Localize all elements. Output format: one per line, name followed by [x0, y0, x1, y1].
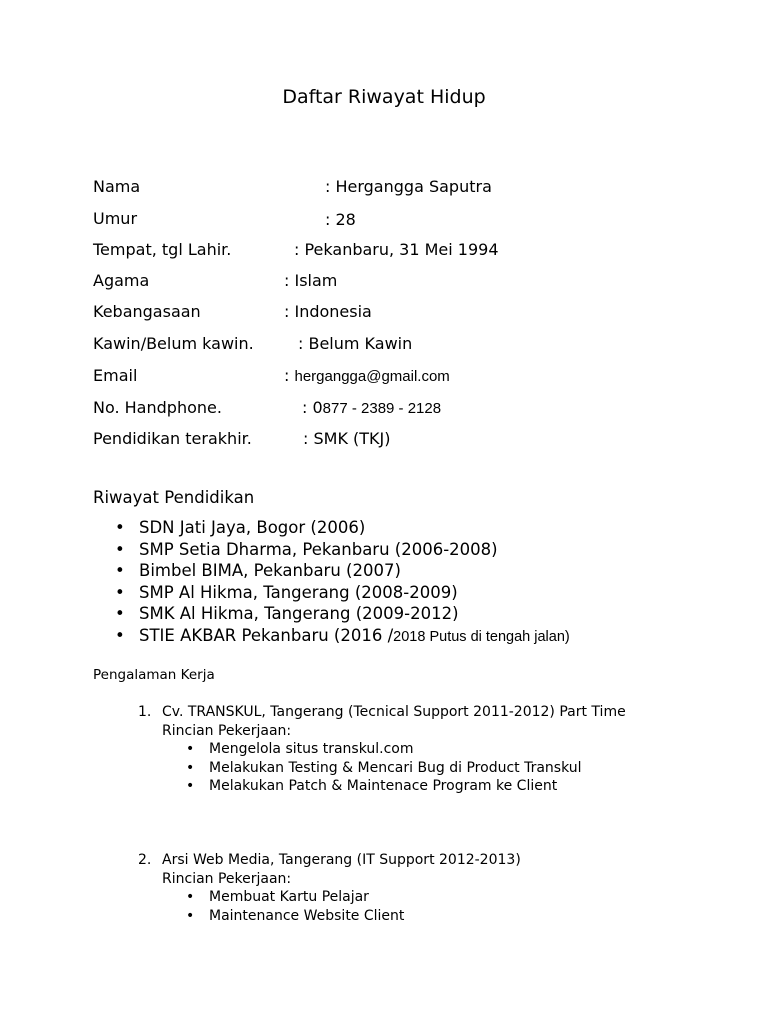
- education-item: [93, 625, 570, 649]
- education-item-suffix: 2018 Putus di tengah jalan): [393, 628, 570, 645]
- label-pendidikan-terakhir: Pendidikan terakhir.: [93, 429, 252, 448]
- value-pendidikan-terakhir: : SMK (TKJ): [303, 429, 391, 448]
- job-task: • Maintenance Website Client: [162, 907, 652, 926]
- value-nama: : Hergangga Saputra: [325, 177, 492, 196]
- value-tempat-tgl-lahir: : Pekanbaru, 31 Mei 1994: [294, 240, 499, 259]
- job-task-list: [162, 740, 652, 796]
- label-nama: Nama: [93, 177, 141, 196]
- label-tempat-tgl-lahir: Tempat, tgl Lahir.: [93, 240, 232, 259]
- label-status-kawin: Kawin/Belum kawin.: [93, 334, 254, 353]
- education-item: • SMP Setia Dharma, Pekanbaru (2006-2008): [93, 539, 570, 561]
- job-detail-label: Rincian Pekerjaan:: [162, 870, 292, 887]
- education-item: • SMP Al Hikma, Tangerang (2008-2009): [93, 582, 570, 604]
- label-handphone: No. Handphone.: [93, 398, 222, 417]
- value-kebangsaan: : Indonesia: [284, 302, 372, 321]
- value-status-kawin: : Belum Kawin: [298, 334, 413, 353]
- job-task: • Melakukan Patch & Maintenace Program ke Client: [162, 777, 652, 796]
- job-task: • Mengelola situs transkul.com: [162, 740, 652, 759]
- document-title: Daftar Riwayat Hidup: [282, 86, 486, 108]
- value-umur: : 28: [325, 210, 356, 229]
- education-item: • SMK Al Hikma, Tangerang (2009-2012): [93, 603, 570, 625]
- value-email: [284, 366, 450, 385]
- value-email-prefix: :: [284, 366, 295, 385]
- label-email: Email: [93, 366, 138, 385]
- job-task: • Membuat Kartu Pelajar: [162, 888, 652, 907]
- label-agama: Agama: [93, 271, 150, 290]
- education-item: • Bimbel BIMA, Pekanbaru (2007): [93, 560, 570, 582]
- value-handphone-number: 877 - 2389 - 2128: [322, 400, 442, 417]
- education-list: [93, 517, 570, 648]
- job-number: 2.: [138, 852, 152, 868]
- value-handphone-prefix: : 0: [302, 398, 323, 417]
- job-detail-label: Rincian Pekerjaan:: [162, 722, 292, 739]
- work-heading: Pengalaman Kerja: [93, 667, 215, 683]
- job-title: Arsi Web Media, Tangerang (IT Support 2012-2013): [162, 852, 521, 868]
- job-entry: [138, 703, 652, 796]
- job-number: 1.: [138, 704, 152, 720]
- label-kebangsaan: Kebangasaan: [93, 302, 201, 321]
- education-item: • SDN Jati Jaya, Bogor (2006): [93, 517, 570, 539]
- value-email-address: hergangga@gmail.com: [294, 368, 450, 385]
- job-task-list: [162, 888, 652, 925]
- value-handphone: [302, 398, 441, 417]
- job-task: • Melakukan Testing & Mencari Bug di Product Transkul: [162, 759, 652, 778]
- education-item-text: STIE AKBAR Pekanbaru (2016 /: [139, 625, 394, 645]
- label-umur: Umur: [93, 209, 138, 228]
- job-title: Cv. TRANSKUL, Tangerang (Tecnical Support 2011-2012) Part Time: [162, 704, 626, 720]
- value-agama: : Islam: [284, 271, 338, 290]
- job-entry: [138, 851, 652, 925]
- education-heading: Riwayat Pendidikan: [93, 488, 255, 507]
